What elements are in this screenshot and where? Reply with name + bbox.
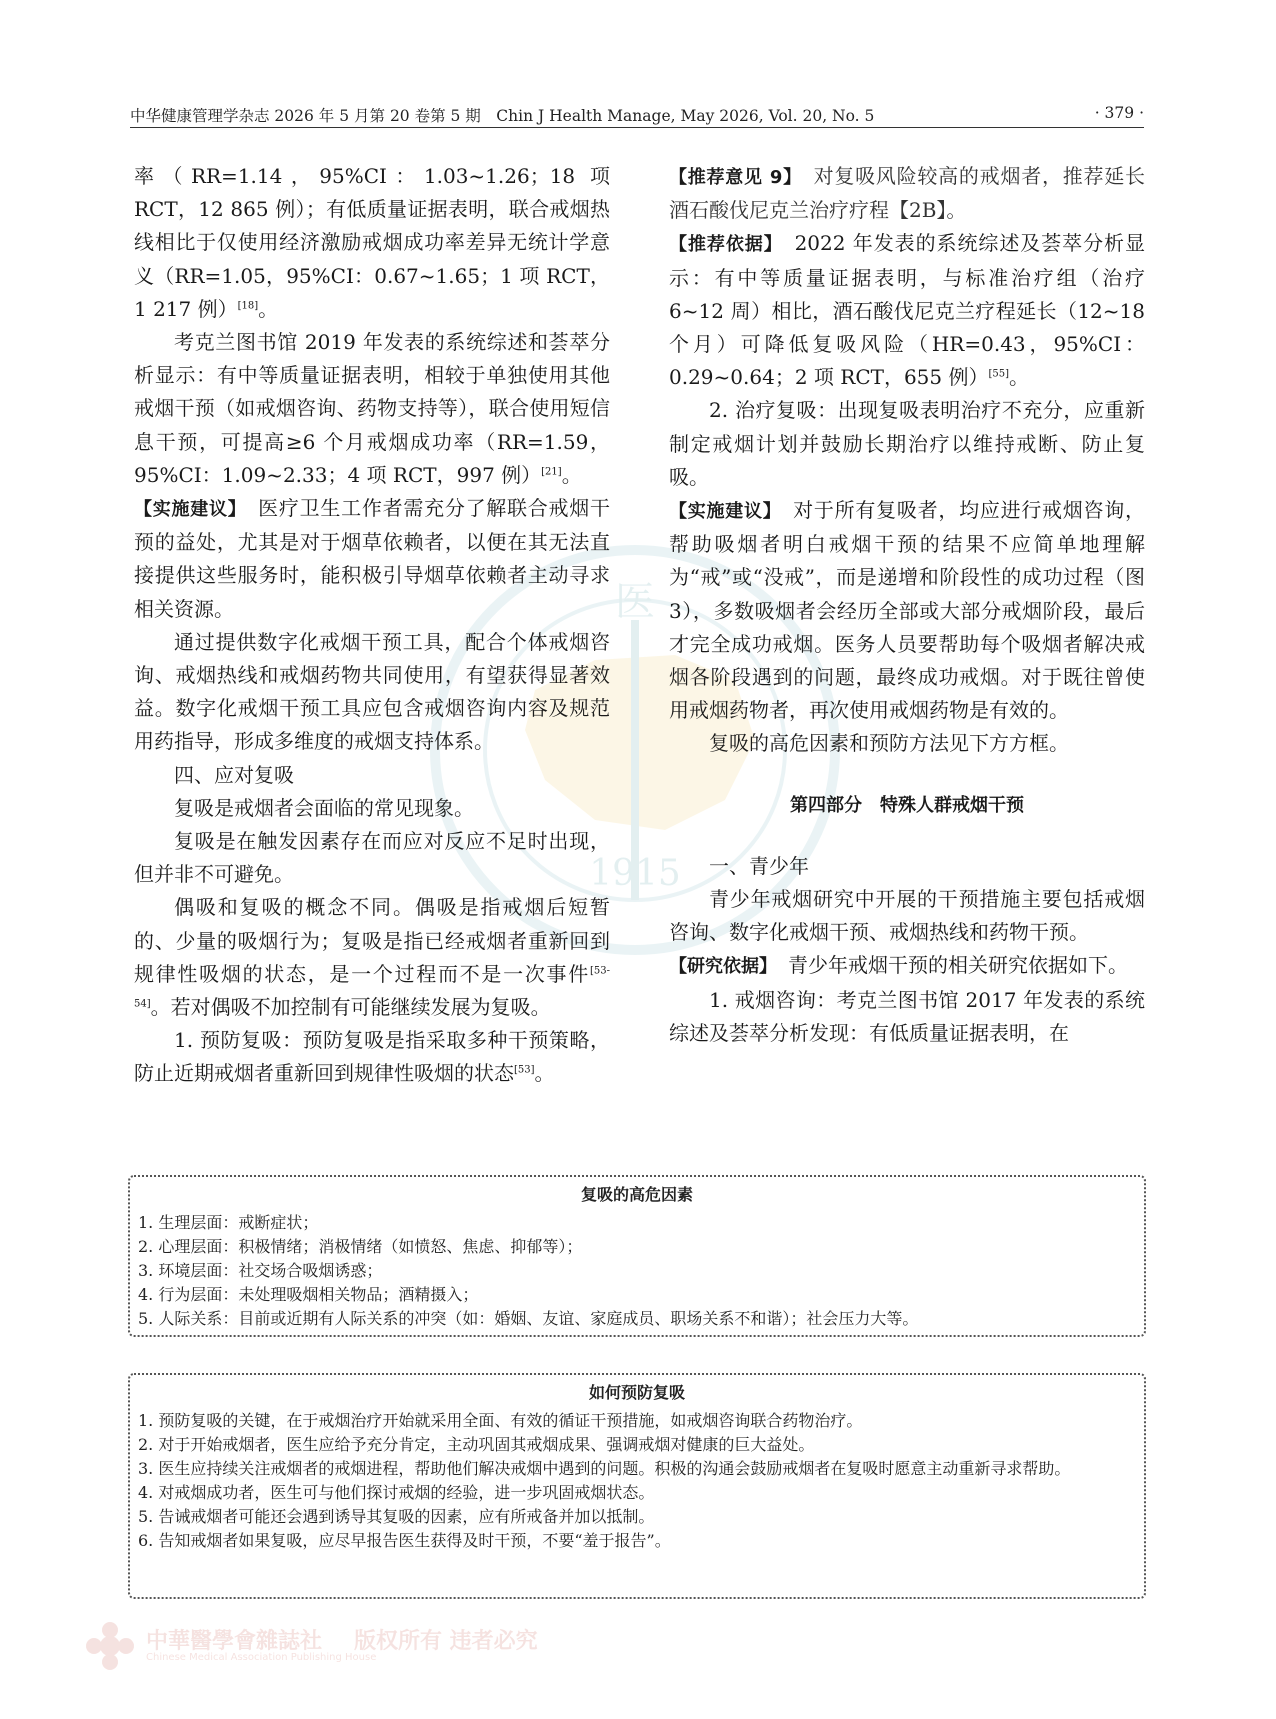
recommendation: 【推荐意见 9】 对复吸风险较高的戒烟者，推荐延长酒石酸伐尼克兰治疗疗程【2B】。 [669, 164, 1145, 223]
part-heading: 第四部分 特殊人群戒烟干预 [790, 794, 1024, 816]
paragraph: 2. 治疗复吸：出现复吸表明治疗不充分，应重新制定戒烟计划并鼓励长期治疗以维持戒断、防止复吸。 [669, 398, 1145, 489]
right-column [669, 160, 1145, 1050]
paragraph: 率（RR=1.14，95%CI：1.03~1.26；18 项 RCT，12 865 例）；有低质量证据表明，联合戒烟热线相比于仅使用经济激励戒烟成功率差异无统计学意义（RR=1.05，95%CI：0.67~1.65；1 项 RCT，1 217 例）[18]。 [134, 164, 610, 321]
flower-logo-icon [84, 1620, 136, 1672]
paragraph: 偶吸和复吸的概念不同。偶吸是指戒烟后短暂的、少量的吸烟行为；复吸是指已经戒烟者重新回到规律性吸烟的状态，是一个过程而不是一次事件[53-54]。若对偶吸不加控制有可能继续发展为复吸。 [134, 895, 610, 1020]
list-item: 2. 心理层面：积极情绪；消极情绪（如愤怒、焦虑、抑郁等）； [138, 1237, 583, 1256]
evidence-label: 【研究依据】 [669, 956, 768, 978]
list-item: 3. 环境层面：社交场合吸烟诱惑； [138, 1261, 383, 1280]
list-item: 3. 医生应持续关注戒烟者的戒烟进程，帮助他们解决戒烟中遇到的问题。积极的沟通会鼓励戒烟者在复吸时愿意主动重新寻求帮助。 [138, 1459, 1071, 1478]
list-item: 5. 人际关系：目前或近期有人际关系的冲突（如：婚姻、友谊、家庭成员、职场关系不和谐）；社会压力大等。 [138, 1309, 919, 1328]
implementation-label: 【实施建议】 [134, 499, 238, 521]
implementation-label: 【实施建议】 [669, 501, 773, 523]
citation[interactable]: [18] [237, 300, 259, 312]
citation[interactable]: [53-54] [134, 965, 610, 1010]
seal-year: 1915 [589, 853, 681, 894]
list-item: 1. 生理层面：戒断症状； [138, 1213, 319, 1232]
recommendation-label: 【推荐意见 9】 [669, 167, 793, 188]
paragraph: 青少年戒烟研究中开展的干预措施主要包括戒烟咨询、数字化戒烟干预、戒烟热线和药物干预。 [669, 887, 1145, 945]
section-heading: 一、青少年 [709, 853, 809, 878]
paragraph: 通过提供数字化戒烟干预工具，配合个体戒烟咨询、戒烟热线和戒烟药物共同使用，有望获得显著效益。数字化戒烟干预工具应包含戒烟咨询内容及规范用药指导，形成多维度的戒烟支持体系。 [134, 629, 610, 754]
citation[interactable]: [53] [514, 1064, 535, 1076]
box-title: 如何预防复吸 [588, 1383, 685, 1402]
risk-factors-box [128, 1175, 1146, 1337]
publisher-name: 中華醫學會雜誌社 [146, 1628, 323, 1654]
prevention-box [128, 1373, 1146, 1599]
journal-citation: 中华健康管理学杂志 2026 年 5 月第 20 卷第 5 期 Chin J Health Manage, May 2026, Vol. 20, No. 5 [130, 107, 875, 125]
page-number: · 379 · [1094, 104, 1144, 122]
paragraph: 【研究依据】 青少年戒烟干预的相关研究依据如下。 [669, 953, 1128, 978]
list-item: 5. 告诫戒烟者可能还会遇到诱导其复吸的因素，应有所戒备并加以抵制。 [138, 1507, 655, 1526]
citation[interactable]: [21] [541, 466, 562, 478]
list-item: 4. 对戒烟成功者，医生可与他们探讨戒烟的经验，进一步巩固戒烟状态。 [138, 1483, 655, 1502]
left-column [134, 160, 610, 1091]
paragraph: 【实施建议】 对于所有复吸者，均应进行戒烟咨询，帮助吸烟者明白戒烟干预的结果不应简单地理解为“戒”或“没戒”，而是递增和阶段性的成功过程（图 3），多数吸烟者会经历全部或大部分戒烟阶段，最后才完全成功戒烟。医务人员要帮助每个吸烟者解决戒烟各阶段遇到的问题，最终成功戒烟。对于既往曾使用戒烟药物者，再次使用戒烟药物是有效的。 [669, 498, 1146, 723]
paragraph: 【推荐依据】 2022 年发表的系统综述及荟萃分析显示：有中等质量证据表明，与标准治疗组（治疗 6~12 周）相比，酒石酸伐尼克兰疗程延长（12~18 个月）可降低复吸风险（HR=0.43，95%CI：0.29~0.64；2 项 RCT，655 例）[55]。 [669, 231, 1145, 390]
list-item: 1. 预防复吸的关键，在于戒烟治疗开始就采用全面、有效的循证干预措施，如戒烟咨询联合药物治疗。 [138, 1411, 863, 1430]
citation[interactable]: [55] [988, 368, 1010, 380]
box-title: 复吸的高危因素 [580, 1185, 693, 1204]
paragraph: 复吸的高危因素和预防方法见下方方框。 [709, 731, 1069, 756]
paragraph: 1. 戒烟咨询：考克兰图书馆 2017 年发表的系统综述及荟萃分析发现：有低质量证据表明，在 [669, 987, 1145, 1045]
paragraph: 考克兰图书馆 2019 年发表的系统综述和荟萃分析显示：有中等质量证据表明，相较于单独使用其他戒烟干预（如戒烟咨询、药物支持等），联合使用短信息干预，可提高≥6 个月戒烟成功率（RR=1.59，95%CI：1.09~2.33；4 项 RCT，997 例）[21]。 [134, 330, 610, 487]
publisher-name-en: Chinese Medical Association Publishing House [146, 1652, 377, 1663]
paragraph: 复吸是在触发因素存在而应对反应不足时出现，但并非不可避免。 [134, 829, 610, 887]
running-header [130, 104, 1144, 126]
copyright-notice: 版权所有 违者必究 [354, 1628, 538, 1654]
paragraph: 1. 预防复吸：预防复吸是指采取多种干预策略，防止近期戒烟者重新回到规律性吸烟的状态[53]。 [134, 1028, 610, 1086]
publisher-watermark [84, 1620, 538, 1672]
list-item: 6. 告知戒烟者如果复吸，应尽早报告医生获得及时干预，不要“羞于报告”。 [138, 1531, 671, 1550]
paragraph: 复吸是戒烟者会面临的常见现象。 [174, 795, 474, 820]
evidence-label: 【推荐依据】 [669, 234, 774, 256]
seal-char: 医 [615, 579, 655, 625]
list-item: 2. 对于开始戒烟者，医生应给予充分肯定，主动巩固其戒烟成果、强调戒烟对健康的巨大益处。 [138, 1435, 815, 1454]
header-rule [130, 127, 1144, 128]
section-heading: 四、应对复吸 [174, 762, 294, 787]
paragraph: 【实施建议】 医疗卫生工作者需充分了解联合戒烟干预的益处，尤其是对于烟草依赖者，以便在其无法直接提供这些服务时，能积极引导烟草依赖者主动寻求相关资源。 [134, 496, 611, 621]
list-item: 4. 行为层面：未处理吸烟相关物品；酒精摄入； [138, 1285, 479, 1304]
